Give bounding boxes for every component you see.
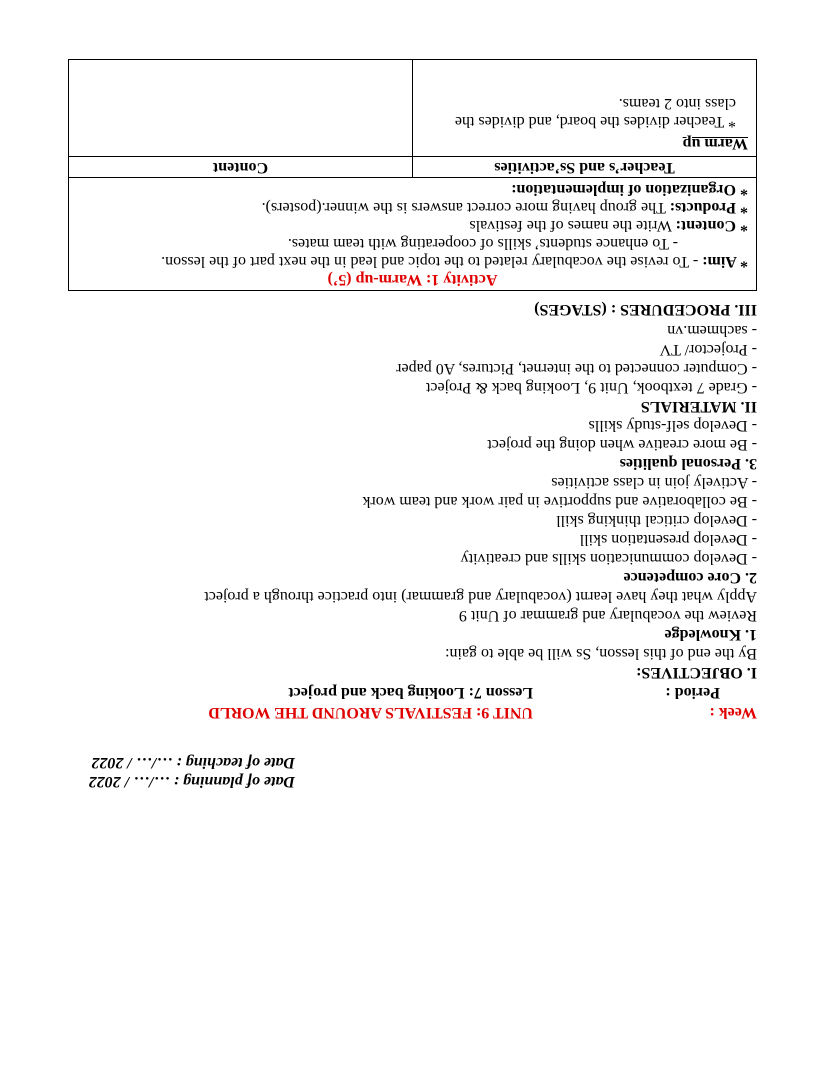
warmup-label: Warm up (682, 135, 748, 152)
warmup-row (69, 60, 757, 157)
procedures-heading: III. PROCEDURES : (STAGES) (534, 301, 757, 318)
core-item: - Be collaborative and supportive in pair work and team work (362, 493, 757, 510)
period-label: Period : (665, 684, 720, 701)
core-competence-heading: 2. Core competence (623, 569, 757, 586)
aim-label: * Aim: (702, 253, 748, 270)
activity-info-cell (69, 178, 757, 291)
materials-heading: II. MATERIALS (640, 398, 757, 415)
materials-item: - Projector/ TV (659, 341, 757, 358)
knowledge-heading: 1. Knowledge (664, 626, 757, 643)
knowledge-item: Apply what they have learnt (vocabulary and grammar) into practice through a project (204, 588, 757, 605)
activity-info-row (69, 178, 757, 291)
organization-label: * Organization of implementation: (511, 181, 748, 198)
content-label: * Content: (675, 217, 748, 234)
teacher-activities-cell (413, 60, 757, 157)
aim-text: - To revise the vocabulary related to the topic and lead in the next part of the lesson. (161, 253, 699, 270)
activity-table (68, 59, 757, 291)
teacher-line-1: * Teacher divides the board, and divides the (454, 113, 736, 130)
lesson-title: Lesson 7: Looking back and project (288, 684, 533, 701)
activity-title: Activity 1: Warm-up (5’) (327, 271, 498, 288)
knowledge-item: Review the vocabulary and grammar of Unit 9 (458, 607, 757, 624)
personal-item: - Be more creative when doing the project (487, 436, 757, 453)
content-cell (69, 60, 413, 157)
products-label: * Products: (669, 199, 748, 216)
materials-item: - sachmem.vn (667, 322, 757, 339)
table-header-row (69, 157, 757, 178)
core-item: - Actively join in class activities (551, 474, 757, 491)
personal-item: - Develop self-study skills (588, 417, 757, 434)
aim-line (77, 252, 748, 270)
products-text: The group having more correct answers is the winner.(posters). (261, 199, 666, 216)
content-text: Write the names of the festivals (469, 217, 672, 234)
personal-qualities-heading: 3. Personal qualities (619, 455, 757, 472)
col-activities-header: Teacher’s and Ss’activities (413, 157, 757, 178)
products-line (77, 198, 748, 216)
date-of-planning: Date of planning : …/… / 2022 (88, 773, 295, 790)
materials-item: - Computer connected to the internet, Pictures, A0 paper (396, 360, 757, 377)
content-line (77, 216, 748, 234)
date-of-teaching: Date of teaching : …/… / 2022 (91, 754, 295, 771)
unit-title: UNIT 9: FESTIVALS AROUND THE WORLD (208, 704, 533, 721)
col-content-header: Content (69, 157, 413, 178)
week-label: Week : (709, 704, 757, 721)
aim-text-2: - To enhance students’ skills of cooperating with team mates. (287, 235, 678, 252)
objectives-heading: I. OBJECTIVES: (636, 664, 757, 681)
core-item: - Develop critical thinking skill (556, 512, 757, 529)
teacher-line-2: class into 2 teams. (618, 95, 736, 112)
core-item: - Develop communication skills and creativity (460, 550, 757, 567)
materials-item: - Grade 7 textbook, Unit 9, Looking back & Project (425, 379, 757, 396)
objectives-intro: By the end of this lesson, Ss will be able to gain: (445, 645, 757, 662)
core-item: - Develop presentation skill (579, 531, 757, 548)
